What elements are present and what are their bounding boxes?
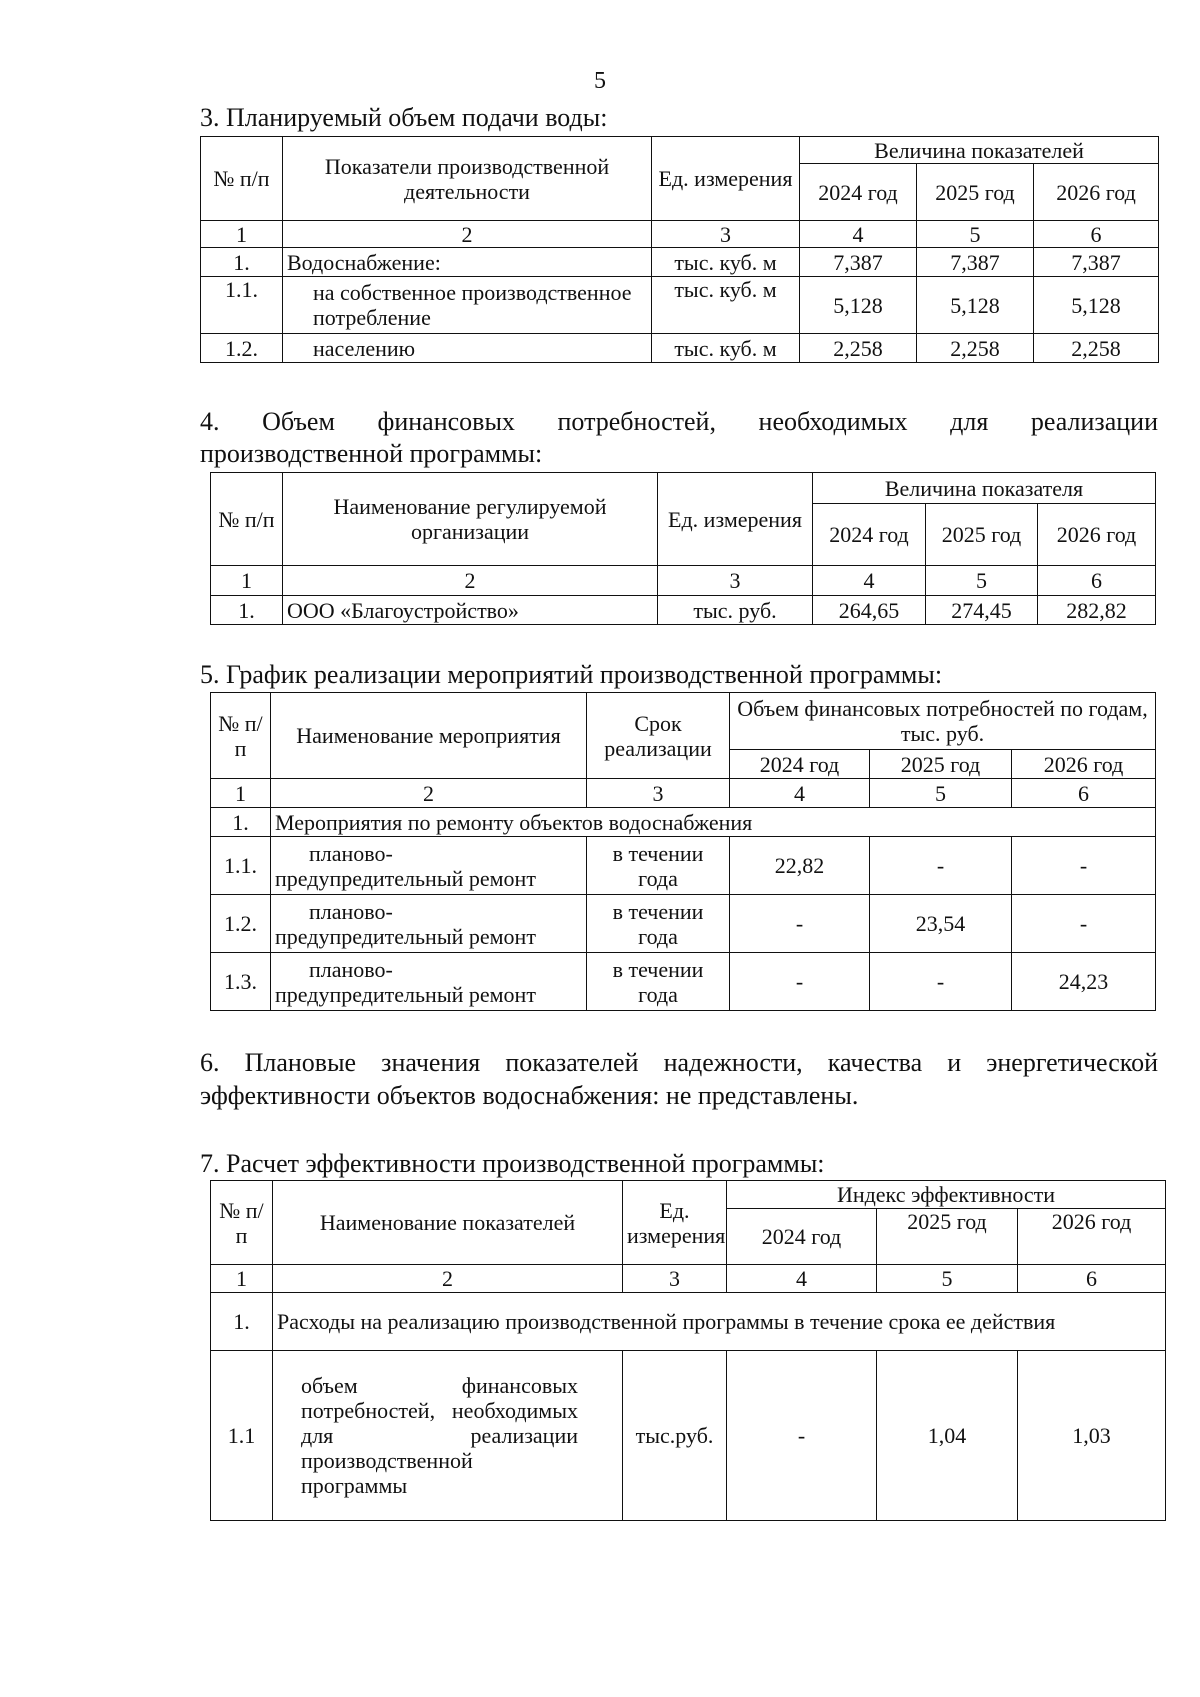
- column-number: 6: [1018, 1265, 1166, 1293]
- value-2025: 7,387: [917, 248, 1034, 277]
- value-2025: 274,45: [926, 596, 1038, 625]
- row-num: 1.2.: [201, 334, 283, 363]
- value-2026: 5,128: [1034, 277, 1159, 334]
- row-term-line: в течении: [612, 840, 704, 866]
- value-2024: 5,128: [800, 277, 917, 334]
- column-number: 2: [283, 221, 652, 248]
- row-num: 1.: [211, 596, 283, 625]
- header-term: Срок реализации: [587, 693, 730, 779]
- column-number: 6: [1012, 779, 1156, 808]
- header-year-2024: 2024 год: [730, 750, 870, 779]
- header-year-2026: 2026 год: [1038, 504, 1156, 566]
- column-number: 3: [652, 221, 800, 248]
- row-name: на собственное производственное потребление: [283, 277, 652, 334]
- column-number: 4: [727, 1265, 877, 1293]
- row-name-line: предупредительный ремонт: [275, 865, 536, 891]
- column-number: 4: [813, 566, 926, 596]
- value-2026: -: [1012, 895, 1156, 953]
- value-2025: -: [870, 837, 1012, 895]
- row-num: 1.1.: [211, 837, 271, 895]
- header-unit: Ед. измерения: [652, 137, 800, 221]
- header-year-2025: 2025 год: [877, 1209, 1018, 1265]
- column-number: 4: [800, 221, 917, 248]
- row-term-line: в течении: [612, 956, 704, 982]
- row-num: 1.1: [211, 1351, 273, 1521]
- column-number: 1: [211, 1265, 273, 1293]
- header-num: № п/п: [211, 1181, 273, 1265]
- financial-needs-table: [210, 472, 1156, 625]
- column-number: 5: [917, 221, 1034, 248]
- row-name-line: планово-: [309, 898, 393, 924]
- section-4-title: 4. Объем финансовых потребностей, необходимых для реализации: [200, 407, 1158, 436]
- section-4-title-cont: производственной программы:: [200, 439, 543, 468]
- row-unit: тыс. куб. м: [652, 277, 800, 334]
- row-name: населению: [283, 334, 652, 363]
- header-year-2024: 2024 год: [727, 1209, 877, 1265]
- row-name-line: планово-: [309, 840, 393, 866]
- column-number: 3: [623, 1265, 727, 1293]
- row-name: Водоснабжение:: [283, 248, 652, 277]
- column-number: 5: [926, 566, 1038, 596]
- row-term-line: года: [638, 865, 678, 891]
- header-year-2025: 2025 год: [917, 164, 1034, 221]
- table-row: [201, 334, 1159, 363]
- water-supply-table: [200, 136, 1159, 363]
- row-num: 1.: [211, 808, 271, 837]
- header-num: № п/п: [201, 137, 283, 221]
- header-year-2026: 2026 год: [1012, 750, 1156, 779]
- section-3-title: 3. Планируемый объем подачи воды:: [200, 103, 608, 132]
- header-year-2026: 2026 год: [1034, 164, 1159, 221]
- value-2024: -: [730, 953, 870, 1011]
- row-name-line: предупредительный ремонт: [275, 923, 536, 949]
- column-number: 2: [271, 779, 587, 808]
- table-row: [201, 248, 1159, 277]
- header-year-2024: 2024 год: [813, 504, 926, 566]
- value-2026: 282,82: [1038, 596, 1156, 625]
- column-number: 2: [273, 1265, 623, 1293]
- row-num: 1.: [211, 1293, 273, 1351]
- column-number: 1: [201, 221, 283, 248]
- header-year-2026: 2026 год: [1018, 1209, 1166, 1265]
- header-group: Величина показателей: [800, 137, 1159, 164]
- column-number: 4: [730, 779, 870, 808]
- row-name-line: предупредительный ремонт: [275, 981, 536, 1007]
- column-number: 3: [587, 779, 730, 808]
- table-row: [211, 808, 1156, 837]
- header-name: Наименование показателей: [273, 1181, 623, 1265]
- row-term-line: года: [638, 981, 678, 1007]
- header-group: Индекс эффективности: [727, 1181, 1166, 1209]
- value-2024: 264,65: [813, 596, 926, 625]
- row-num: 1.1.: [201, 277, 283, 334]
- table-row: [211, 1293, 1166, 1351]
- column-number: 2: [283, 566, 658, 596]
- header-name: Наименование регулируемой организации: [283, 473, 658, 566]
- section-6-text-cont: эффективности объектов водоснабжения: не представлены.: [200, 1081, 859, 1110]
- table-row: [211, 953, 1156, 1011]
- row-term-line: года: [638, 923, 678, 949]
- group-row-text: Мероприятия по ремонту объектов водоснабжения: [271, 808, 1156, 837]
- value-2025: 23,54: [870, 895, 1012, 953]
- header-unit: Ед. измерения: [658, 473, 813, 566]
- row-name: объем финансовых потребностей, необходимых для реализации производственной программы: [301, 1373, 578, 1498]
- column-number: 5: [870, 779, 1012, 808]
- value-2026: 2,258: [1034, 334, 1159, 363]
- section-7-title: 7. Расчет эффективности производственной программы:: [200, 1149, 825, 1178]
- value-2024: -: [730, 895, 870, 953]
- column-number: 3: [658, 566, 813, 596]
- value-2025: -: [870, 953, 1012, 1011]
- value-2026: 1,03: [1018, 1351, 1166, 1521]
- value-2025: 1,04: [877, 1351, 1018, 1521]
- table-row: [211, 596, 1156, 625]
- header-group: Величина показателя: [813, 473, 1156, 504]
- row-num: 1.3.: [211, 953, 271, 1011]
- header-unit: Ед. измерения: [623, 1181, 727, 1265]
- value-2024: 7,387: [800, 248, 917, 277]
- row-unit: тыс. куб. м: [652, 248, 800, 277]
- value-2024: 22,82: [730, 837, 870, 895]
- value-2026: 7,387: [1034, 248, 1159, 277]
- row-num: 1.: [201, 248, 283, 277]
- column-number: 1: [211, 566, 283, 596]
- header-year-2025: 2025 год: [870, 750, 1012, 779]
- table-row: [211, 1351, 1166, 1521]
- efficiency-table: [210, 1180, 1166, 1521]
- row-name: ООО «Благоустройство»: [283, 596, 658, 625]
- table-row: [211, 895, 1156, 953]
- column-number: 1: [211, 779, 271, 808]
- column-number: 6: [1038, 566, 1156, 596]
- header-year-2024: 2024 год: [800, 164, 917, 221]
- header-year-2025: 2025 год: [926, 504, 1038, 566]
- column-number: 5: [877, 1265, 1018, 1293]
- value-2024: 2,258: [800, 334, 917, 363]
- schedule-table: [210, 692, 1156, 1011]
- value-2026: 24,23: [1012, 953, 1156, 1011]
- row-term-line: в течении: [612, 898, 704, 924]
- row-unit: тыс. куб. м: [652, 334, 800, 363]
- header-group: Объем финансовых потребностей по годам, тыс. руб.: [730, 693, 1156, 750]
- value-2025: 5,128: [917, 277, 1034, 334]
- row-name-line: планово-: [309, 956, 393, 982]
- section-5-title: 5. График реализации мероприятий производственной программы:: [200, 660, 943, 689]
- page-number: 5: [594, 68, 606, 94]
- header-num: № п/п: [211, 693, 271, 779]
- value-2025: 2,258: [917, 334, 1034, 363]
- header-name: Наименование мероприятия: [271, 693, 587, 779]
- header-num: № п/п: [211, 473, 283, 566]
- value-2024: -: [727, 1351, 877, 1521]
- table-row: [201, 277, 1159, 334]
- row-unit: тыс. руб.: [658, 596, 813, 625]
- table-row: [211, 837, 1156, 895]
- row-num: 1.2.: [211, 895, 271, 953]
- group-row-text: Расходы на реализацию производственной программы в течение срока ее действия: [273, 1293, 1166, 1351]
- column-number: 6: [1034, 221, 1159, 248]
- value-2026: -: [1012, 837, 1156, 895]
- section-6-text: 6. Плановые значения показателей надежности, качества и энергетической: [200, 1048, 1158, 1077]
- header-indicator: Показатели производственной деятельности: [283, 137, 652, 221]
- row-unit: тыс.руб.: [623, 1351, 727, 1521]
